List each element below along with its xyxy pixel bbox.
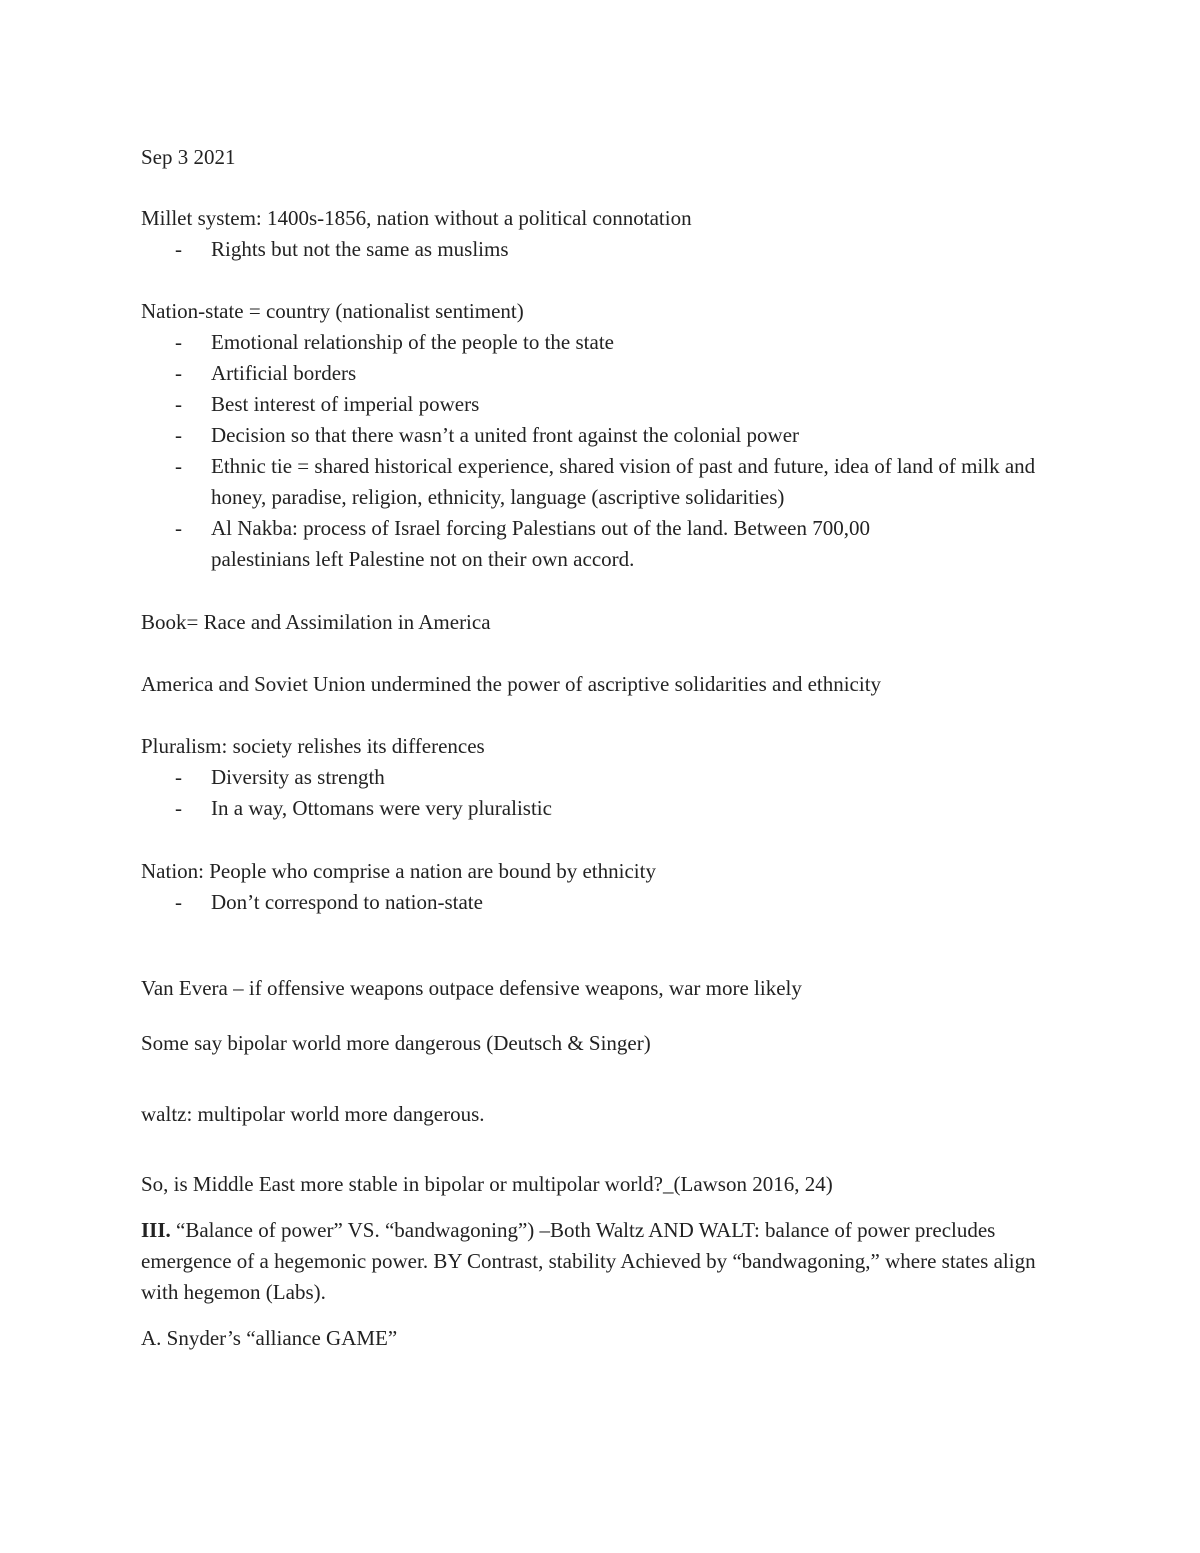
bullet-text: Diversity as strength: [211, 765, 385, 789]
bullet-dash: -: [175, 516, 182, 540]
bullet-text: Decision so that there wasn’t a united front against the colonial power: [211, 423, 800, 447]
section-three-paragraph: [141, 1215, 1041, 1308]
list-item: [141, 358, 1101, 389]
date-line: Sep 3 2021: [141, 145, 236, 169]
bullet-dash: -: [175, 361, 182, 385]
america-line: America and Soviet Union undermined the power of ascriptive solidarities and ethnicity: [141, 672, 882, 696]
bullet-text: In a way, Ottomans were very pluralistic: [211, 796, 552, 820]
list-item: [141, 887, 1101, 918]
bullet-text: Al Nakba: process of Israel forcing Palestians out of the land. Between 700,00 palestinians left Palestine not on their own accord.: [211, 516, 870, 571]
pluralism-heading: Pluralism: society relishes its differences: [141, 734, 485, 758]
section-label: III.: [141, 1218, 171, 1242]
list-item: [141, 327, 1101, 358]
bullet-text: Don’t correspond to nation-state: [211, 890, 483, 914]
van-evera-line: Van Evera – if offensive weapons outpace defensive weapons, war more likely: [141, 976, 802, 1000]
bullet-text: Ethnic tie = shared historical experience, shared vision of past and future, idea of land of milk and honey, paradise, religion, ethnicity, language (ascriptive solidarities): [211, 454, 1036, 509]
bullet-dash: -: [175, 423, 182, 447]
list-item: [141, 420, 1101, 451]
question-line: So, is Middle East more stable in bipolar or multipolar world?_(Lawson 2016, 24): [141, 1172, 833, 1196]
list-item: [141, 389, 1101, 420]
list-item: [141, 451, 1061, 513]
list-item: [141, 793, 1101, 824]
bullet-dash: -: [175, 765, 182, 789]
bullet-text: Rights but not the same as muslims: [211, 237, 509, 261]
bullet-dash: -: [175, 237, 182, 261]
section-text: “Balance of power” VS. “bandwagoning”) –Both Waltz AND WALT: balance of power precludes emergence of a hegemonic power. BY Contrast, stability Achieved by “bandwagoning,” where states align with hegemon (Labs).: [141, 1218, 1036, 1304]
waltz-line: waltz: multipolar world more dangerous.: [141, 1102, 485, 1126]
bullet-text: Best interest of imperial powers: [211, 392, 480, 416]
bullet-dash: -: [175, 392, 182, 416]
bullet-text: Emotional relationship of the people to the state: [211, 330, 614, 354]
list-item: [141, 234, 1101, 265]
bipolar-line: Some say bipolar world more dangerous (Deutsch & Singer): [141, 1031, 651, 1055]
bullet-dash: -: [175, 796, 182, 820]
nation-state-heading: Nation-state = country (nationalist sentiment): [141, 299, 524, 323]
snyder-line: A. Snyder’s “alliance GAME”: [141, 1326, 398, 1350]
bullet-dash: -: [175, 890, 182, 914]
book-line: Book= Race and Assimilation in America: [141, 610, 491, 634]
list-item: [141, 762, 1101, 793]
bullet-dash: -: [175, 330, 182, 354]
bullet-dash: -: [175, 454, 182, 478]
millet-heading: Millet system: 1400s-1856, nation without a political connotation: [141, 206, 692, 230]
list-item: [141, 513, 971, 575]
nation-heading: Nation: People who comprise a nation are bound by ethnicity: [141, 859, 656, 883]
bullet-text: Artificial borders: [211, 361, 357, 385]
